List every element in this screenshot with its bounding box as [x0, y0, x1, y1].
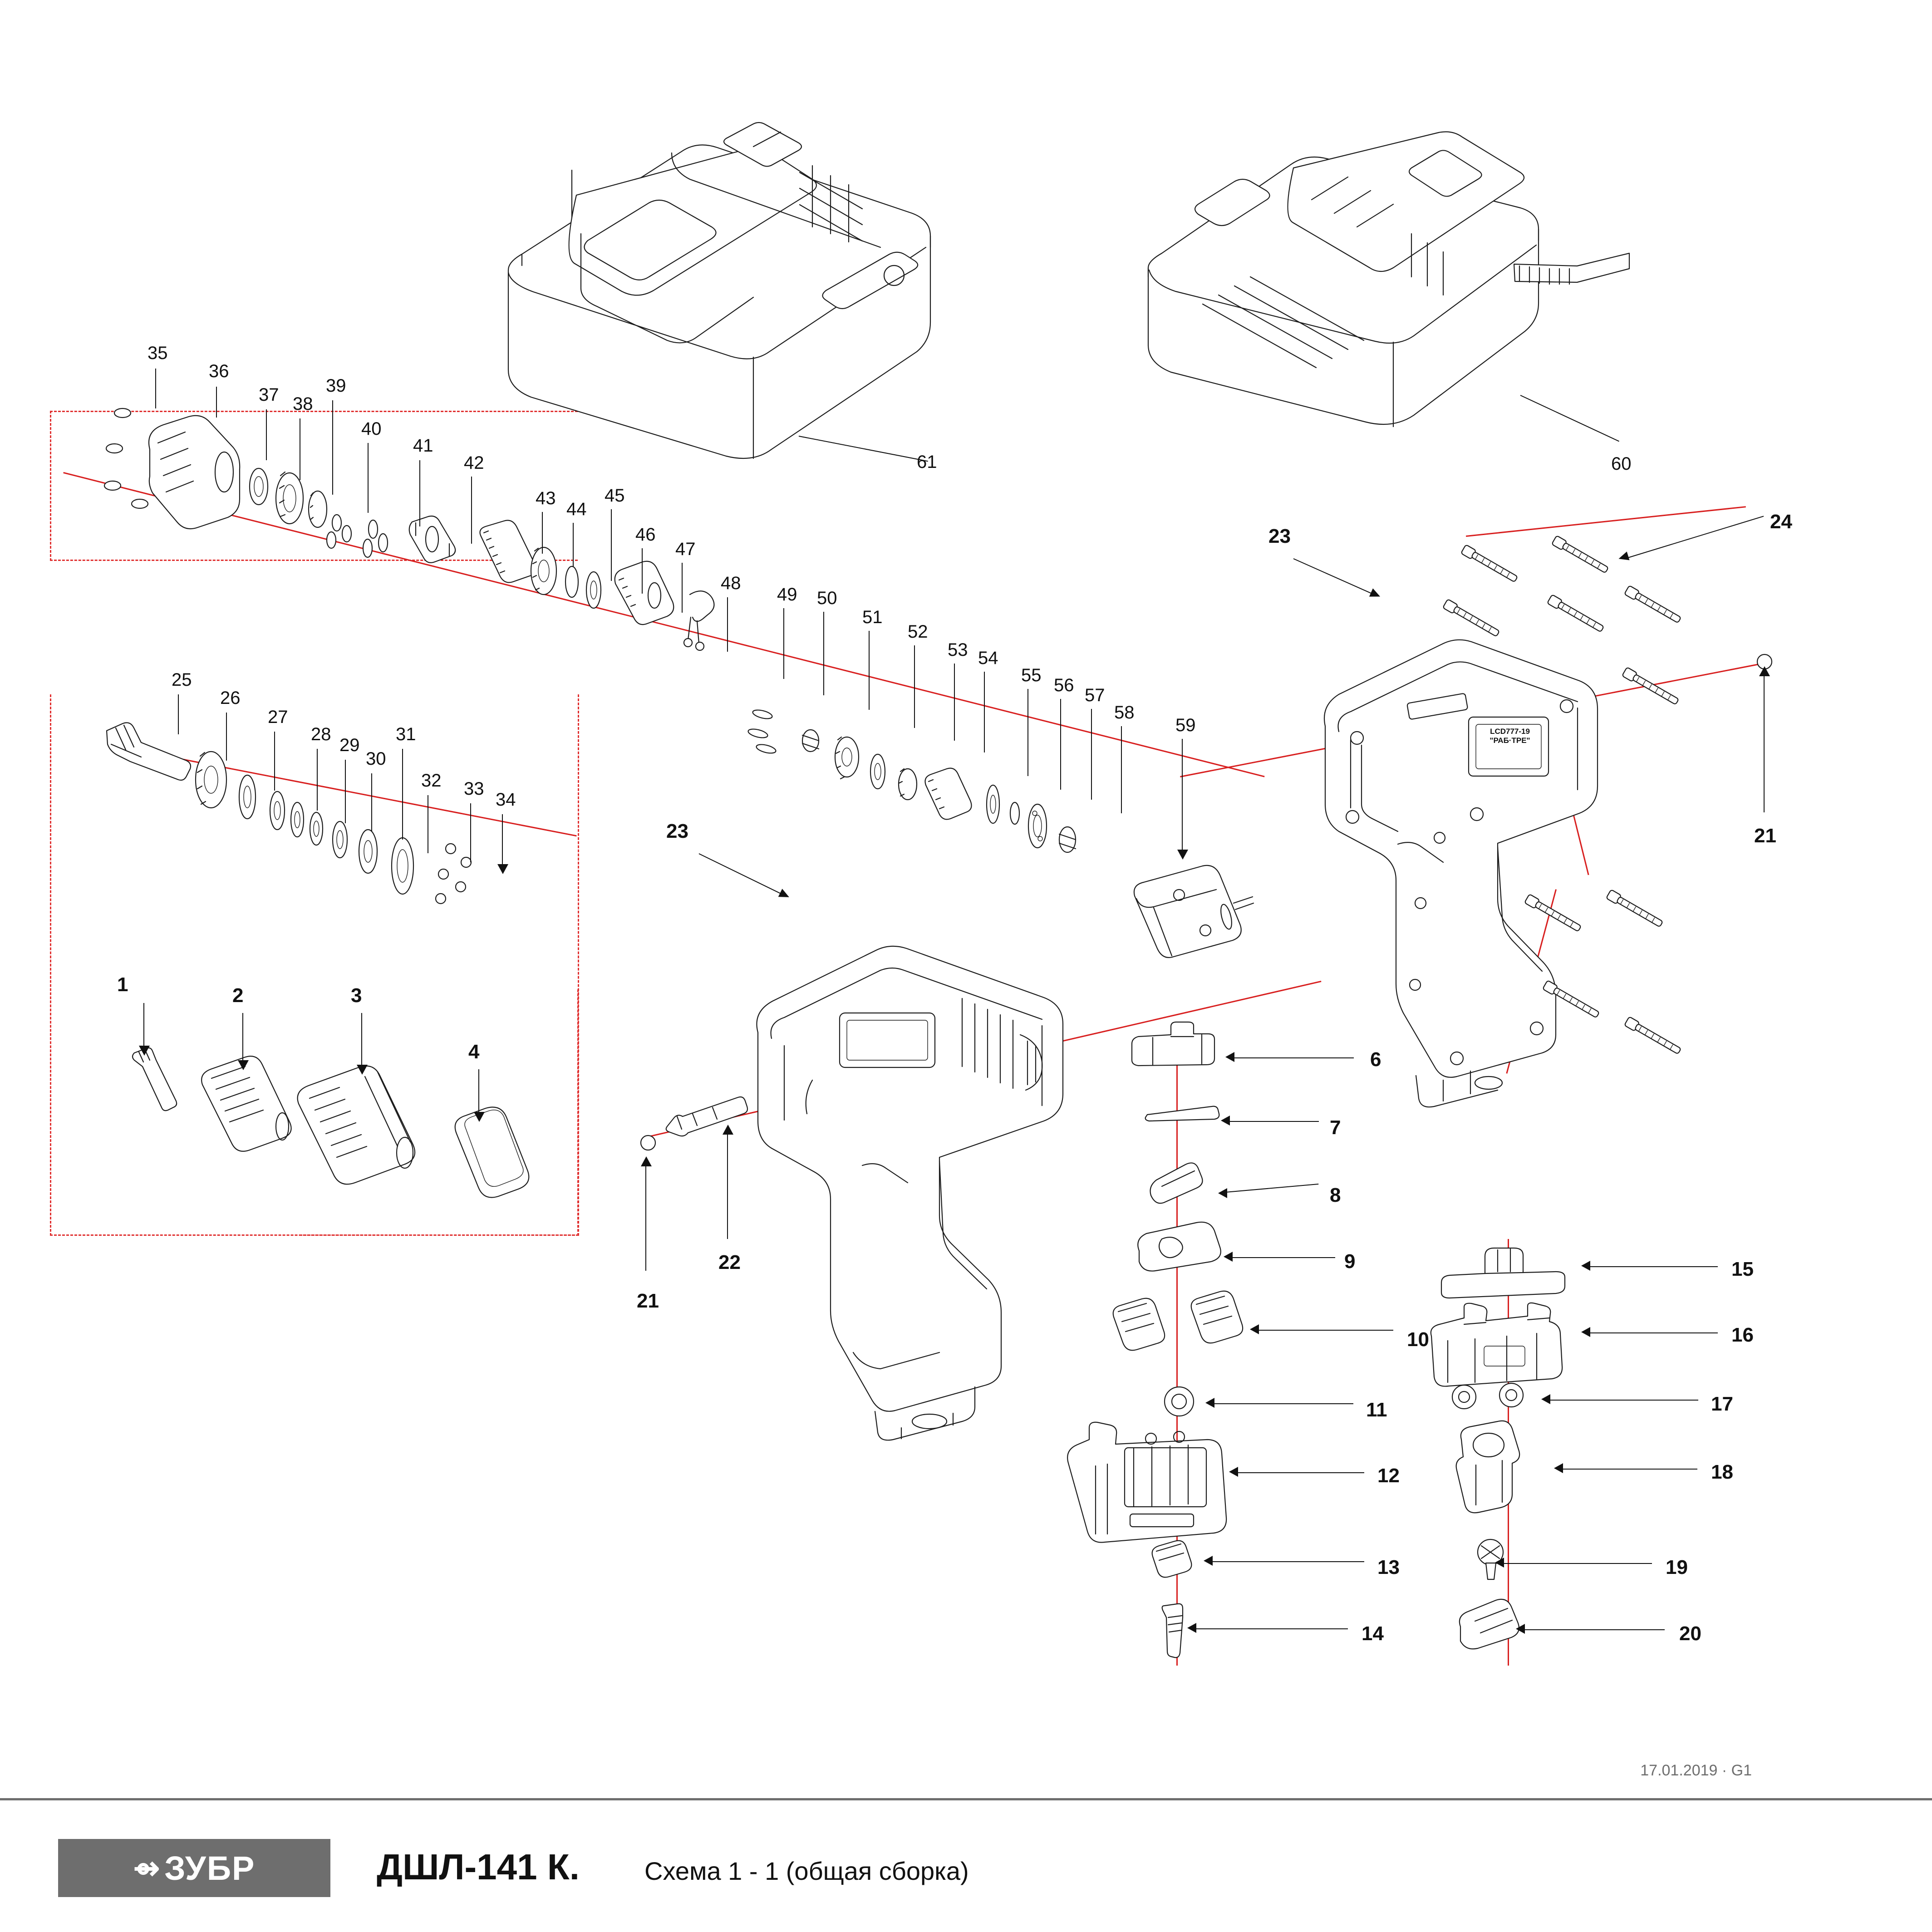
leader-17 [1549, 1400, 1698, 1401]
callout-number-8: 8 [1330, 1184, 1341, 1206]
arrow-6 [1225, 1052, 1234, 1062]
callout-number-14: 14 [1362, 1622, 1384, 1645]
leader-7 [1228, 1121, 1319, 1122]
arrow-2 [238, 1060, 249, 1070]
scheme-subtitle: Схема 1 - 1 (общая сборка) [644, 1857, 969, 1885]
callout-number-36: 36 [209, 361, 229, 381]
arrow-20 [1516, 1624, 1525, 1634]
arrow-11 [1205, 1398, 1214, 1408]
tool-assembly-drawing [726, 930, 1098, 1443]
leader-43 [542, 512, 543, 554]
callout-number-52: 52 [908, 622, 928, 642]
drive-small-parts [744, 690, 1126, 899]
callout-number-21: 21 [1754, 825, 1776, 847]
callout-number-38: 38 [293, 394, 313, 414]
callout-number-27: 27 [268, 707, 288, 727]
arrow-21-left [641, 1156, 652, 1166]
zubr-mark-icon: ⇴ [133, 1850, 160, 1886]
leader-1 [143, 1003, 144, 1048]
arrow-17 [1541, 1394, 1550, 1404]
battery-pack-drawing [436, 98, 971, 456]
arrow-3 [357, 1065, 368, 1075]
leader-44 [573, 523, 574, 566]
callout-number-29: 29 [339, 735, 360, 755]
date-stamp: 17.01.2019 · G1 [1640, 1762, 1752, 1779]
leader-57 [1091, 709, 1092, 800]
leader-53 [954, 664, 955, 741]
brand-name: ЗУБР [164, 1849, 256, 1887]
callout-number-28: 28 [311, 724, 331, 744]
arrow-59 [1177, 850, 1188, 860]
leader-58 [1121, 726, 1122, 813]
leader-14 [1195, 1628, 1348, 1629]
bit-drawing [649, 1089, 762, 1148]
arrow-1 [139, 1046, 150, 1056]
motor-drawing [1121, 862, 1257, 962]
callout-number-15: 15 [1731, 1258, 1754, 1280]
callout-number-17: 17 [1711, 1393, 1733, 1415]
callout-number-59: 59 [1175, 715, 1196, 735]
leader-52 [914, 645, 915, 728]
leader-59 [1182, 739, 1183, 852]
callout-number-43: 43 [536, 488, 556, 508]
part-7-pin [1144, 1103, 1225, 1126]
leader-41 [419, 460, 420, 526]
callout-number-56: 56 [1054, 675, 1074, 695]
callout-number-7: 7 [1330, 1116, 1341, 1139]
callout-number-54: 54 [978, 648, 998, 668]
leader-54 [984, 672, 985, 752]
arrow-34 [497, 864, 508, 874]
callout-number-22: 22 [718, 1251, 741, 1273]
callout-number-51: 51 [862, 607, 883, 627]
leader-9 [1231, 1257, 1335, 1258]
callout-number-31: 31 [396, 724, 416, 744]
leader-42 [471, 477, 472, 544]
leader-13 [1211, 1561, 1364, 1562]
callout-number-37: 37 [259, 385, 279, 405]
part-12-switch-module [1057, 1421, 1248, 1552]
part-10-bushings [1103, 1293, 1253, 1357]
callout-number-24: 24 [1770, 511, 1792, 533]
arrow-8 [1218, 1188, 1227, 1198]
callout-number-21: 21 [637, 1290, 659, 1312]
callout-number-26: 26 [220, 688, 241, 708]
leader-11 [1213, 1403, 1353, 1404]
leader-18 [1561, 1469, 1697, 1470]
leader-12 [1236, 1472, 1364, 1473]
housing-text-label: LCD777-19 "РАБ·ТРЕ" [1490, 727, 1530, 745]
arrow-23-upper [1369, 588, 1382, 600]
part-20-clip [1452, 1598, 1543, 1652]
leader-33 [470, 803, 471, 862]
leader-25 [178, 694, 179, 734]
callout-number-47: 47 [675, 539, 696, 559]
part-6-switch-slider [1126, 1021, 1230, 1076]
leader-51 [869, 631, 870, 710]
leader-35 [155, 369, 156, 408]
leader-30 [371, 773, 372, 831]
callout-number-19: 19 [1666, 1556, 1688, 1578]
leader-10 [1257, 1330, 1393, 1331]
callout-number-18: 18 [1711, 1461, 1733, 1483]
brand-logo [58, 1839, 330, 1897]
leader-45 [611, 509, 612, 581]
callout-number-25: 25 [172, 670, 192, 690]
chuck-exploded-parts [123, 1041, 558, 1248]
leader-34 [502, 814, 503, 867]
arrow-18 [1554, 1463, 1563, 1473]
callout-number-33: 33 [464, 779, 484, 799]
callout-number-2: 2 [232, 984, 244, 1007]
callout-number-4: 4 [468, 1041, 480, 1063]
charger-drawing [1121, 132, 1634, 431]
arrow-21-right [1759, 666, 1770, 676]
leader-21-left [645, 1166, 646, 1271]
leader-29 [345, 760, 346, 823]
part-9-clip [1130, 1221, 1230, 1275]
arrow-9 [1224, 1252, 1233, 1262]
callout-number-32: 32 [421, 771, 442, 791]
leader-26 [226, 713, 227, 761]
part-8-lever [1144, 1162, 1225, 1207]
callout-number-41: 41 [413, 436, 433, 456]
callout-number-30: 30 [366, 749, 386, 769]
leader-37 [266, 409, 267, 460]
arrow-16 [1581, 1327, 1590, 1337]
leader-20 [1523, 1629, 1665, 1630]
leader-31 [402, 749, 403, 840]
callout-number-23: 23 [666, 820, 688, 842]
model-title: ДШЛ-141 К. [377, 1847, 580, 1887]
callout-number-45: 45 [605, 486, 625, 506]
arrow-4 [474, 1112, 485, 1122]
part-13-bushing [1144, 1539, 1207, 1579]
leader-4 [478, 1069, 479, 1115]
leader-27 [274, 732, 275, 791]
leader-50 [823, 612, 824, 695]
callout-number-23: 23 [1268, 525, 1291, 547]
ball-21-left [635, 1130, 663, 1157]
leader-16 [1588, 1332, 1718, 1333]
footer-rule-top [0, 1798, 1932, 1800]
callout-number-39: 39 [326, 376, 346, 396]
callout-number-13: 13 [1377, 1556, 1400, 1578]
callout-number-57: 57 [1085, 685, 1105, 705]
leader-6 [1232, 1057, 1354, 1058]
part-15-bracket [1434, 1244, 1579, 1307]
leader-40 [368, 443, 369, 513]
callout-number-10: 10 [1407, 1328, 1429, 1351]
leader-28 [317, 749, 318, 811]
leader-2 [242, 1013, 243, 1063]
callout-number-53: 53 [948, 640, 968, 660]
callout-number-49: 49 [777, 585, 797, 605]
part-17-nuts [1443, 1375, 1543, 1421]
arrow-22 [723, 1125, 733, 1135]
leader-3 [361, 1013, 362, 1067]
leader-36 [216, 387, 217, 418]
callout-number-50: 50 [817, 588, 837, 608]
callout-number-20: 20 [1679, 1622, 1701, 1645]
callout-number-46: 46 [635, 525, 656, 545]
arrow-13 [1204, 1556, 1213, 1566]
callout-number-11: 11 [1366, 1399, 1387, 1421]
leader-21-right [1764, 676, 1765, 812]
leader-46 [642, 548, 643, 594]
leader-56 [1060, 699, 1061, 790]
callout-number-61: 61 [917, 452, 937, 472]
callout-number-9: 9 [1344, 1250, 1356, 1273]
callout-number-58: 58 [1114, 703, 1135, 723]
callout-number-1: 1 [117, 973, 128, 996]
callout-number-34: 34 [496, 790, 516, 810]
leader-47 [682, 563, 683, 613]
leader-8 [1225, 1184, 1318, 1193]
callout-number-16: 16 [1731, 1324, 1754, 1346]
callout-number-3: 3 [351, 984, 362, 1007]
leader-19 [1502, 1563, 1652, 1564]
arrow-19 [1495, 1558, 1504, 1568]
arrow-12 [1229, 1467, 1238, 1477]
callout-number-35: 35 [147, 343, 168, 363]
callout-number-44: 44 [566, 499, 587, 519]
callout-number-60: 60 [1611, 454, 1632, 474]
arrow-10 [1250, 1324, 1259, 1334]
leader-22 [727, 1135, 728, 1239]
leader-15 [1588, 1266, 1718, 1267]
callout-number-40: 40 [361, 419, 382, 439]
callout-number-42: 42 [464, 453, 484, 473]
leader-48 [727, 597, 728, 652]
part-18-holder [1443, 1421, 1557, 1520]
callout-number-48: 48 [721, 573, 741, 593]
leader-55 [1027, 689, 1028, 776]
leader-49 [783, 608, 784, 679]
callout-number-12: 12 [1377, 1465, 1400, 1487]
callout-number-55: 55 [1021, 665, 1042, 685]
arrow-7 [1221, 1116, 1230, 1126]
callout-number-6: 6 [1370, 1048, 1381, 1071]
arrow-14 [1187, 1623, 1196, 1633]
screws-group-drawing [1448, 531, 1784, 1080]
arrow-15 [1581, 1261, 1590, 1271]
leader-39 [332, 400, 333, 495]
leader-23-upper [1293, 558, 1377, 596]
gearbox-exploded-parts [104, 404, 762, 749]
